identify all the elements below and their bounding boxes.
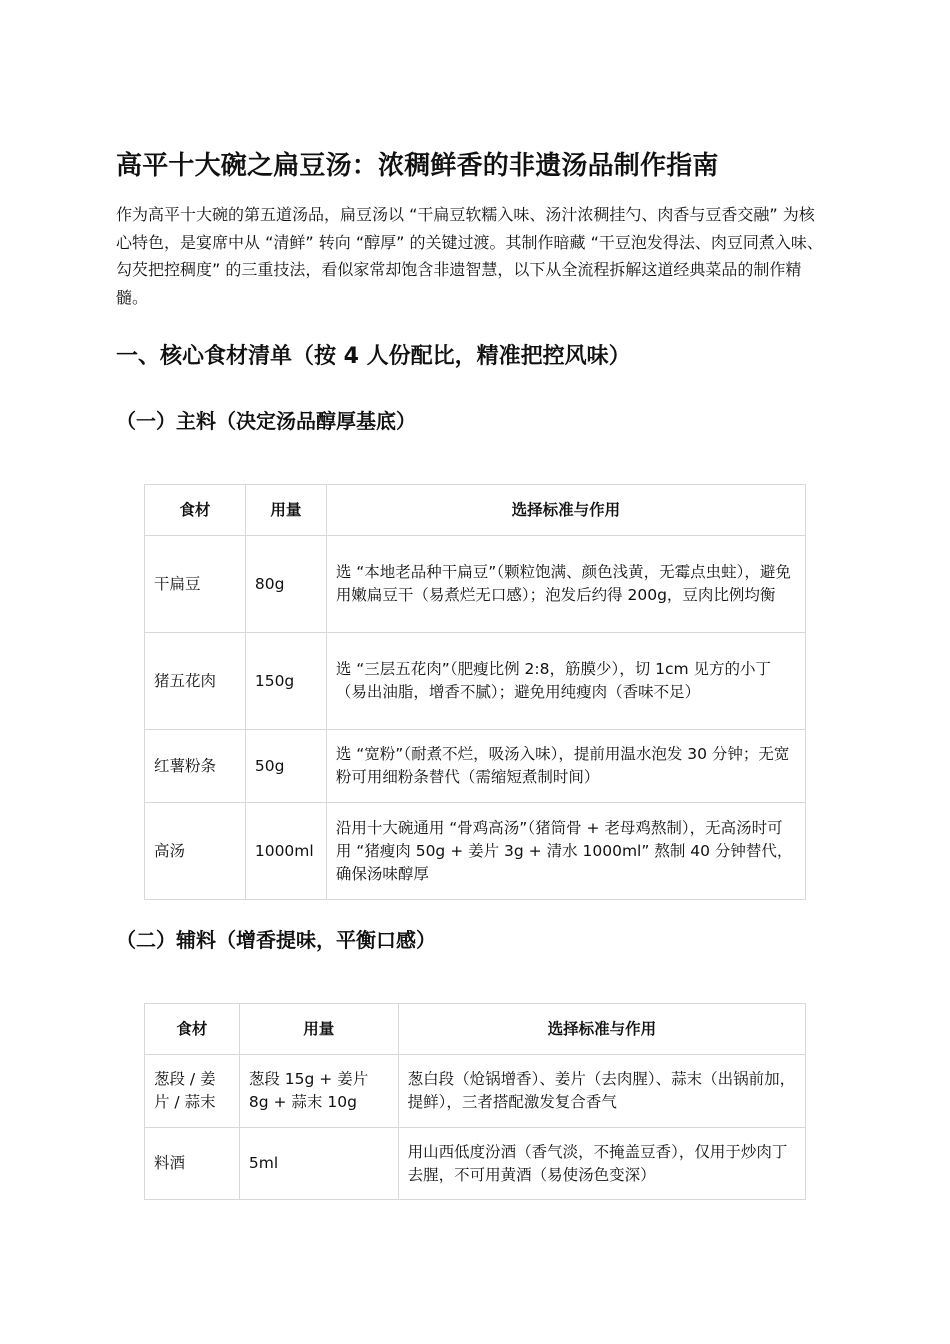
ingredient-amount: 50g [245,730,326,803]
ingredient-name: 干扁豆 [145,536,246,633]
ingredient-desc: 选 “三层五花肉”（肥瘦比例 2:8，筋膜少），切 1cm 见方的小丁（易出油脂，增香不腻）；避免用纯瘦肉（香味不足） [326,633,805,730]
ingredient-name: 红薯粉条 [145,730,246,803]
column-header: 选择标准与作用 [326,485,805,536]
intro-paragraph: 作为高平十大碗的第五道汤品，扁豆汤以 “干扁豆软糯入味、汤汁浓稠挂勺、肉香与豆香交融” 为核心特色，是宴席中从 “清鲜” 转向 “醇厚” 的关键过渡。其制作暗藏 “干豆泡发得法、肉豆同煮入味、勾芡把控稠度” 的三重技法，看似家常却饱含非遗智慧，以下从全流程拆解这道经典菜品的制作精髓。 [116,205,823,307]
table-row [145,730,806,803]
column-header: 选择标准与作用 [398,1004,805,1055]
page-title: 高平十大碗之扁豆汤：浓稠鲜香的非遗汤品制作指南 [116,151,719,181]
ingredient-desc: 选 “本地老品种干扁豆”（颗粒饱满、颜色浅黄，无霉点虫蛀），避免用嫩扁豆干（易煮烂无口感）；泡发后约得 200g，豆肉比例均衡 [326,536,805,633]
ingredient-amount: 1000ml [245,803,326,900]
column-header: 用量 [245,485,326,536]
table-header-row [145,1004,806,1055]
table-row [145,536,806,633]
ingredient-name: 料酒 [145,1128,240,1200]
column-header: 食材 [145,1004,240,1055]
ingredient-amount: 葱段 15g + 姜片 8g + 蒜末 10g [239,1055,398,1128]
column-header: 食材 [145,485,246,536]
ingredient-amount: 5ml [239,1128,398,1200]
table-row [145,1128,806,1200]
ingredient-desc: 沿用十大碗通用 “骨鸡高汤”（猪筒骨 + 老母鸡熬制），无高汤时可用 “猪瘦肉 50g + 姜片 3g + 清水 1000ml” 熬制 40 分钟替代，确保汤味醇厚 [326,803,805,900]
ingredient-name: 葱段 / 姜片 / 蒜末 [145,1055,240,1128]
main-ingredients-table [144,484,806,900]
table-row [145,803,806,900]
subsection-heading-main: （一）主料（决定汤品醇厚基底） [116,409,416,433]
ingredient-amount: 80g [245,536,326,633]
table-header-row [145,485,806,536]
aux-ingredients-table [144,1003,806,1200]
section-heading-ingredients: 一、核心食材清单（按 4 人份配比，精准把控风味） [116,344,631,369]
ingredient-name: 猪五花肉 [145,633,246,730]
ingredient-desc: 选 “宽粉”（耐煮不烂，吸汤入味），提前用温水泡发 30 分钟；无宽粉可用细粉条替代（需缩短煮制时间） [326,730,805,803]
ingredient-amount: 150g [245,633,326,730]
ingredient-desc: 用山西低度汾酒（香气淡，不掩盖豆香），仅用于炒肉丁去腥，不可用黄酒（易使汤色变深） [398,1128,805,1200]
ingredient-desc: 葱白段（炝锅增香）、姜片（去肉腥）、蒜末（出锅前加，提鲜），三者搭配激发复合香气 [398,1055,805,1128]
ingredient-name: 高汤 [145,803,246,900]
column-header: 用量 [239,1004,398,1055]
table-row [145,1055,806,1128]
table-row [145,633,806,730]
subsection-heading-aux: （二）辅料（增香提味，平衡口感） [116,928,436,952]
